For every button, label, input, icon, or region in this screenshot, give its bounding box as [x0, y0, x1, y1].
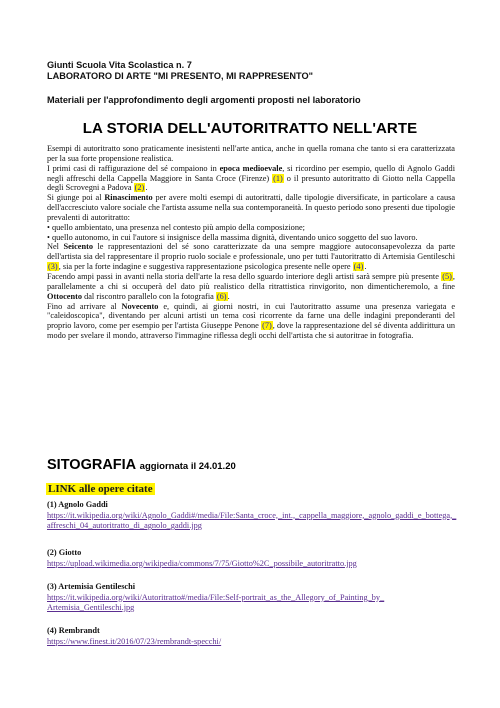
text-span: . — [227, 291, 230, 301]
page-title: LA STORIA DELL'AUTORITRATTO NELL'ARTE — [82, 120, 418, 137]
artwork-link[interactable]: https://it.wikipedia.org/wiki/Autoritratto#/media/File:Self-portrait_as_the_Allegory_of_Painting_by_Artemisia_Gentileschi.jpg — [47, 592, 385, 612]
paragraph-seicento — [47, 242, 455, 272]
bullet-item: • quello ambientato, una presenza nel contesto più ampio della composizione; — [47, 222, 305, 232]
link-entry-title: (1) Agnolo Gaddi — [47, 500, 108, 509]
text-span: . — [145, 183, 148, 193]
text-span: Nel — [47, 242, 64, 252]
text-span: , sia per la forte indagine e suggestiva rappresentazione psicologica presente nelle opere — [58, 262, 353, 272]
article-body — [47, 144, 455, 341]
artwork-link[interactable]: https://it.wikipedia.org/wiki/Agnolo_Gaddi#/media/File:Santa_croce,_int.,_cappella_maggiore,_agnolo_gaddi_e_bottega,_affreschi_04_autoritratto_di_agnolo_gaddi.jpg — [47, 510, 457, 530]
paragraph-renaissance — [47, 193, 455, 223]
artwork-link[interactable]: https://www.finest.it/2016/07/23/rembrandt-specchi/ — [47, 636, 222, 646]
reference-marker: (1) — [273, 173, 283, 183]
reference-marker: (4) — [353, 262, 364, 272]
text-span: le rappresentazioni del sé sono caratterizzate da una sempre maggiore autoconsapevolezza da parte dell'artista sia del rappresentare il proprio ruolo sociale e professionale, uno per tutti l'autoritratto di Artemisia Gentileschi — [47, 242, 455, 262]
emphasis-term: Ottocento — [47, 291, 83, 301]
text-span: , si ricordino per esempio, quello di Agnolo Gaddi negli affreschi della Cappella Maggiore in Santa Croce (Firenze) — [47, 163, 455, 183]
link-entry-title: (4) Rembrandt — [47, 626, 100, 635]
sitografia-heading — [47, 457, 236, 473]
text-span: Esempi di autoritratto sono praticamente inesistenti nell'arte antica, anche in quella romana che tanto si era caratterizzata per la sua forte propensione realistica. — [47, 144, 455, 163]
sitografia-title: SITOGRAFIA — [47, 457, 136, 473]
link-entry-title: (3) Artemisia Gentileschi — [47, 582, 136, 591]
header-line-materials: Materiali per l'approfondimento degli argomenti proposti nel laboratorio — [47, 95, 361, 105]
text-span: per avere molti esempi di autoritratti, dalle tipologie diversificate, in particolare a causa dell'accresciuto valore sociale che l'artista assume nella sua contemporaneità. In questo periodo sono presenti due tipologie prevalenti di autoritratto: — [47, 193, 456, 222]
links-heading: LINK alle opere citate — [48, 483, 153, 495]
text-span: , dove la rappresentazione del sé diventa addirittura un modo per svelare il mondo, attraverso l'immagine riflessa degli occhi dell'artista che si autoritrae in fotografia. — [47, 321, 455, 341]
reference-marker: (7) — [262, 321, 272, 331]
text-span: . — [364, 262, 367, 272]
text-span: I primi casi di raffigurazione del sé compaiono in — [47, 163, 220, 173]
text-span: Facendo ampi passi in avanti nella storia dell'arte la resa dello sguardo interiore degli artisti sarà sempre più presente — [47, 271, 442, 281]
text-span: Fino ad arrivare al — [47, 301, 122, 311]
reference-marker: (6) — [216, 291, 227, 301]
paragraph-antiquity — [47, 144, 455, 164]
header-line-journal: Giunti Scuola Vita Scolastica n. 7 — [47, 60, 192, 70]
link-entry — [47, 548, 457, 569]
emphasis-term: Rinascimento — [104, 193, 153, 203]
emphasis-term: Novecento — [121, 301, 159, 311]
artwork-link[interactable]: https://upload.wikimedia.org/wikipedia/commons/7/75/Giotto%2C_possibile_autoritratto.jpg — [47, 558, 357, 568]
emphasis-term: Seicento — [63, 242, 93, 252]
text-span: , parallelamente a chi si occuperà del dato più realistico della ritrattistica rinvigorito, non dimenticheremolo, a fine — [47, 271, 455, 291]
text-span: e, quindi, ai giorni nostri, in cui l'autoritratto assume una presenza variegata e "caleidoscopica", diventando per alcuni artisti un tema così ricorrente da farne una delle indagini preponderanti del proprio lavoro, come per esempio per l'artista Giuseppe Penone — [47, 301, 455, 331]
emphasis-term: epoca medioevale — [219, 163, 283, 173]
sitografia-updated-date: aggiornata il 24.01.20 — [139, 461, 236, 472]
link-entry — [47, 582, 387, 614]
header-line-lab: LABORATORO DI ARTE "MI PRESENTO, MI RAPPRESENTO" — [47, 71, 313, 81]
text-span: o il presunto autoritratto di Giotto nella Cappella degli Scrovegni a Padova — [47, 173, 455, 193]
reference-marker: (5) — [442, 271, 452, 281]
paragraph-medieval — [47, 164, 455, 194]
bullet-item: • quello autonomo, in cui l'autore si insignisce della massima dignità, diventando unico soggetto del suo lavoro. — [47, 232, 418, 242]
link-entry — [47, 626, 457, 647]
reference-marker: (3) — [48, 262, 58, 272]
text-span: dal riscontro parallelo con la fotografia — [82, 291, 216, 301]
paragraph-ottocento — [47, 272, 455, 302]
text-span: Si giunge poi al — [47, 193, 105, 203]
paragraph-novecento — [47, 302, 455, 341]
link-entry — [47, 500, 457, 532]
reference-marker: (2) — [134, 183, 145, 193]
link-entry-title: (2) Giotto — [47, 548, 82, 557]
